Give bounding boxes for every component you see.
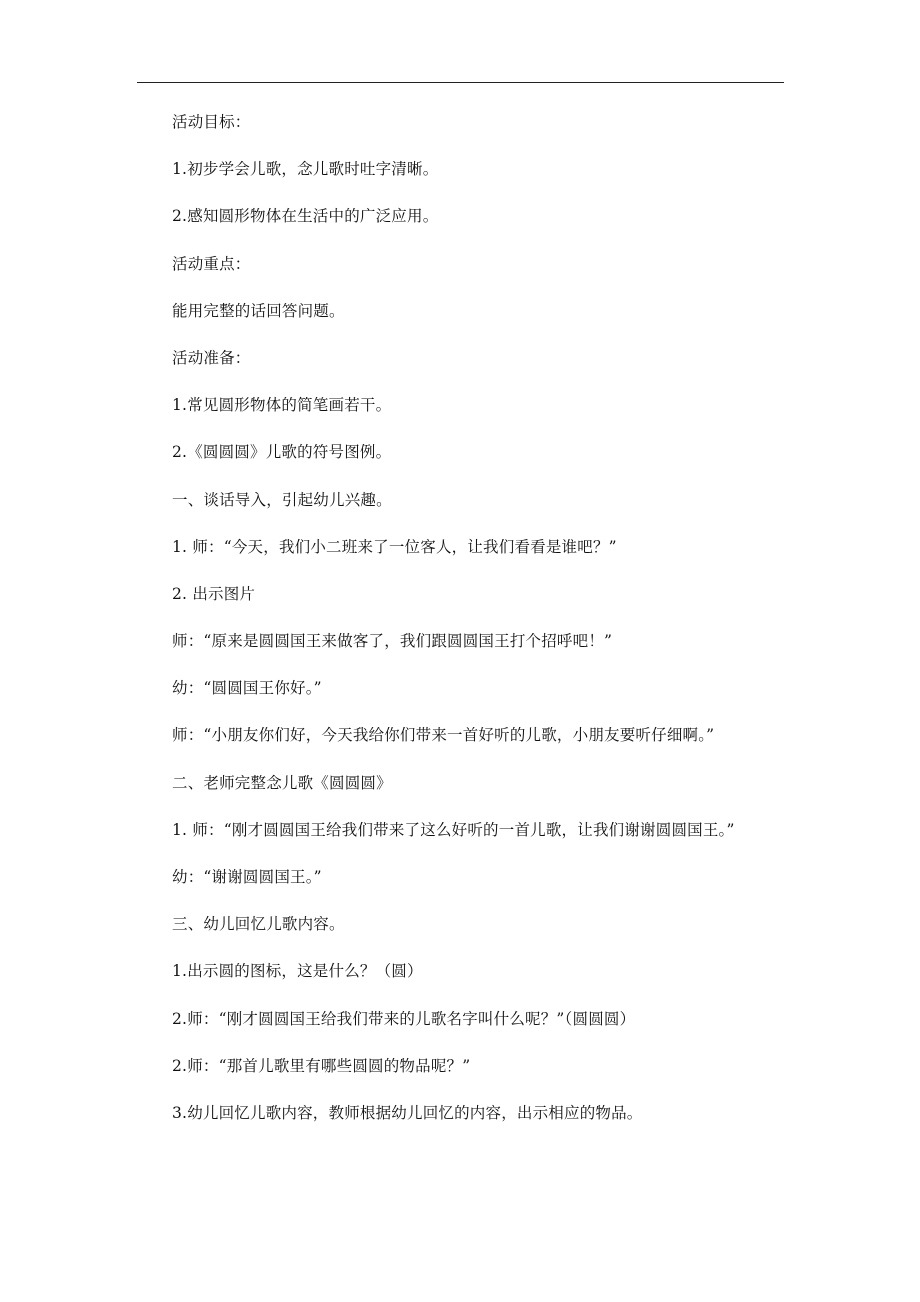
paragraph-line: 1. 师：“今天，我们小二班来了一位客人，让我们看看是谁吧？” (172, 537, 617, 556)
section-heading-preparation: 活动准备： (172, 348, 251, 367)
document-body (172, 112, 782, 1150)
paragraph-line: 1.常见圆形物体的简笔画若干。 (172, 396, 392, 415)
paragraph-line: 2.师：“那首儿歌里有哪些圆圆的物品呢？” (172, 1056, 471, 1075)
paragraph-line: 师：“原来是圆圆国王来做客了，我们跟圆圆国王打个招呼吧！” (172, 632, 613, 651)
paragraph-line: 幼：“谢谢圆圆国王。” (172, 868, 322, 886)
paragraph-line: 2.感知圆形物体在生活中的广泛应用。 (172, 207, 439, 226)
paragraph-line: 1. 师：“刚才圆圆国王给我们带来了这么好听的一首儿歌，让我们谢谢圆圆国王。” (172, 820, 735, 839)
paragraph-line: 师：“小朋友你们好，今天我给你们带来一首好听的儿歌，小朋友要听仔细啊。” (172, 726, 715, 745)
section-heading-focus: 活动重点： (172, 254, 251, 273)
paragraph-line: 1.初步学会儿歌，念儿歌时吐字清晰。 (172, 160, 439, 179)
section-heading-goals: 活动目标： (172, 113, 251, 131)
paragraph-line: 能用完整的话回答问题。 (172, 301, 345, 320)
header-rule (137, 82, 784, 83)
paragraph-line: 幼：“圆圆国王你好。” (172, 679, 322, 698)
paragraph-line: 3.幼儿回忆儿歌内容，教师根据幼儿回忆的内容，出示相应的物品。 (172, 1103, 643, 1122)
paragraph-line: 1.出示圆的图标，这是什么？（圆） (172, 962, 423, 981)
section-heading-step-1: 一、谈话导入，引起幼儿兴趣。 (172, 490, 392, 509)
paragraph-line: 2. 出示图片 (172, 584, 256, 603)
section-heading-step-3: 三、幼儿回忆儿歌内容。 (172, 915, 345, 934)
section-heading-step-2: 二、老师完整念儿歌《圆圆圆》 (172, 773, 392, 792)
paragraph-line: 2.师：“刚才圆圆国王给我们带来的儿歌名字叫什么呢？”（圆圆圆） (172, 1009, 636, 1028)
paragraph-line: 2.《圆圆圆》儿歌的符号图例。 (172, 443, 392, 462)
